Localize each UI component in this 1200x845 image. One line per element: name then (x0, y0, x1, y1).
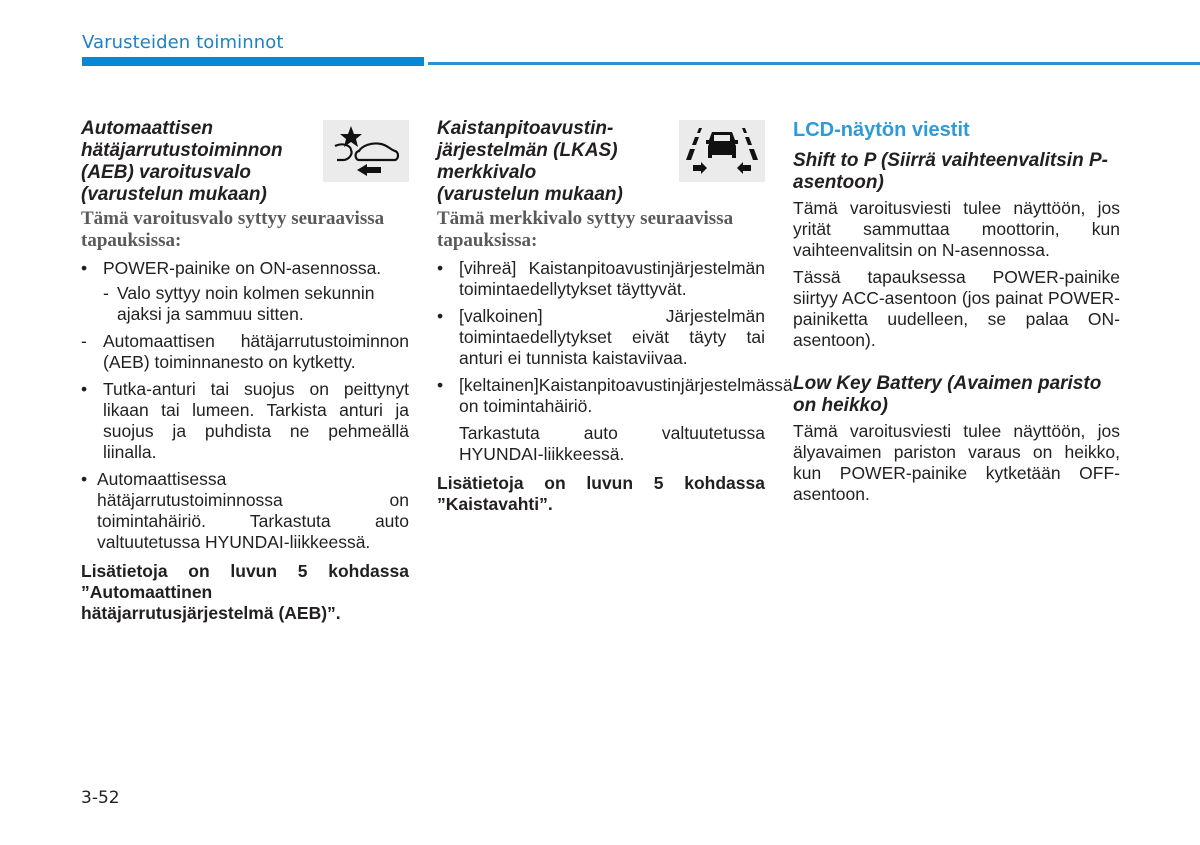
paragraph: Tämä varoitusviesti tulee näyttöön, jos yrität sammuttaa moottorin, kun vaihteenvalitsin on N-asennossa. (793, 198, 1120, 260)
lkas-intro: Tämä merkkivalo syttyy seuraavissa tapauksissa: (437, 208, 734, 251)
list-item: • [keltainen]Kaistanpitoavustinjärjestelmässä on toimintahäiriö. (437, 375, 793, 416)
page-number: 3-52 (81, 788, 120, 808)
lkas-reference: Lisätietoja on luvun 5 kohdassa ”Kaistavahti”. (437, 473, 765, 514)
paragraph: Tämä varoitusviesti tulee näyttöön, jos älyavaimen pariston varaus on heikko, kun POWER-painike kytketään OFF-asentoon. (793, 421, 1120, 504)
section-title: Varusteiden toiminnot (82, 32, 284, 53)
aeb-warning-icon (323, 120, 409, 182)
list-item: - Automaattisen hätäjarrutustoiminnon (AEB) toiminnanesto on kytketty. (81, 331, 409, 372)
lkas-heading: Kaistanpitoavustin- järjestelmän (LKAS) merkkivalo (varustelun mukaan) (437, 118, 623, 205)
aeb-reference: Lisätietoja on luvun 5 kohdassa ”Automaattinen hätäjarrutusjärjestelmä (AEB)”. (81, 561, 409, 623)
shift-to-p-heading: Shift to P (Siirrä vaihteenvalitsin P-asentoon) (793, 150, 1108, 193)
list-item: • [valkoinen] Järjestelmän toimintaedellytykset eivät täyty tai anturi ei tunnista kaistaviivaa. (437, 306, 765, 368)
aeb-section (81, 118, 409, 624)
lkas-section (437, 118, 793, 515)
header-rule (428, 62, 1200, 65)
aeb-intro: Tämä varoitusvalo syttyy seuraavissa tapauksissa: (81, 208, 385, 251)
aeb-heading: Automaattisen hätäjarrutustoiminnon (AEB) varoitusvalo (varustelun mukaan) (81, 118, 283, 205)
follow-note: Tarkastuta auto valtuutetussa HYUNDAI-liikkeessä. (459, 423, 765, 464)
list-item: • [vihreä] Kaistanpitoavustinjärjestelmän toimintaedellytykset täyttyvät. (437, 258, 765, 299)
list-item: • Tutka-anturi tai suojus on peittynyt likaan tai lumeen. Tarkista anturi ja suojus ja puhdista ne pehmeällä liinalla. (81, 379, 409, 462)
lkas-indicator-icon (679, 120, 765, 182)
list-item: • Automaattisessa hätäjarrutustoiminnossa on toimintahäiriö. Tarkastuta auto valtuutetussa HYUNDAI-liikkeessä. (81, 469, 409, 552)
low-key-battery-heading: Low Key Battery (Avaimen paristo on heikko) (793, 373, 1102, 416)
list-item: • POWER-painike on ON-asennossa. (81, 258, 382, 278)
lcd-title: LCD-näytön viestit (793, 119, 970, 141)
header-accent-bar (82, 57, 424, 66)
lcd-messages-section (793, 118, 1120, 505)
paragraph: Tässä tapauksessa POWER-painike siirtyy ACC-asentoon (jos painat POWER-painiketta uudelleen, se palaa ON-asentoon). (793, 267, 1120, 350)
sub-note: - Valo syttyy noin kolmen sekunnin ajaksi ja sammuu sitten. (103, 283, 375, 324)
